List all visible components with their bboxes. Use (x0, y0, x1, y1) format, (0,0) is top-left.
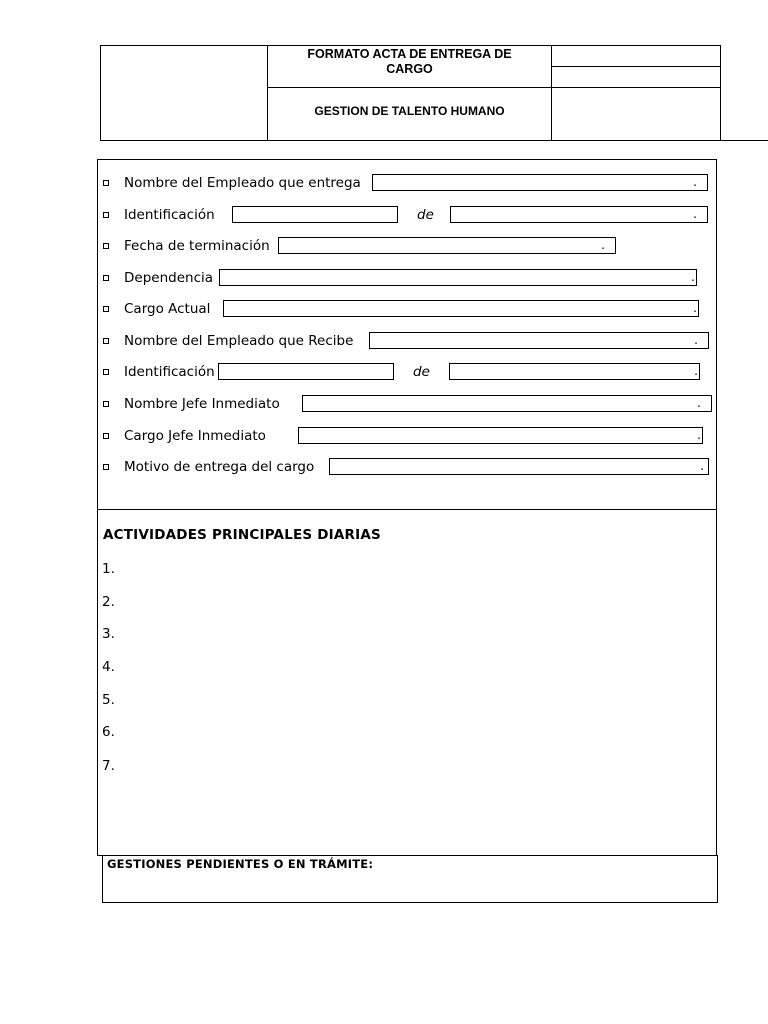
input-jefe-inmediato[interactable]: . (302, 395, 712, 412)
form-subtitle: GESTION DE TALENTO HUMANO (314, 104, 505, 118)
input-motivo[interactable]: . (329, 458, 709, 475)
actividades-title: ACTIVIDADES PRINCIPALES DIARIAS (103, 527, 381, 543)
input-identificacion-2-lugar[interactable]: . (449, 363, 700, 380)
label-empleado-recibe: Nombre del Empleado que Recibe (124, 333, 354, 349)
input-identificacion-1[interactable] (232, 206, 398, 223)
checkbox-bullet-icon (103, 338, 109, 344)
field-row-cargo-jefe (100, 426, 715, 446)
checkbox-bullet-icon (103, 433, 109, 439)
label-identificacion-1: Identificación (124, 207, 215, 223)
input-empleado-recibe[interactable]: . (369, 332, 709, 349)
field-row-empleado-recibe (100, 331, 715, 351)
form-title (268, 47, 551, 77)
checkbox-bullet-icon (103, 401, 109, 407)
field-row-identificacion-1 (100, 205, 715, 225)
input-cargo-actual[interactable]: . (223, 300, 699, 317)
input-empleado-entrega[interactable]: . (372, 174, 708, 191)
actividad-item: 2. (102, 594, 115, 610)
checkbox-bullet-icon (103, 243, 109, 249)
actividad-item: 7. (102, 758, 115, 774)
label-identificacion-2: Identificación (124, 364, 215, 380)
form-title-line-2: CARGO (386, 62, 433, 76)
field-row-fecha-terminacion (100, 236, 715, 256)
input-identificacion-2[interactable] (218, 363, 394, 380)
label-fecha-terminacion: Fecha de terminación (124, 238, 270, 254)
label-cargo-jefe: Cargo Jefe Inmediato (124, 428, 266, 444)
checkbox-bullet-icon (103, 180, 109, 186)
input-fecha-terminacion[interactable]: . (278, 237, 616, 254)
actividad-item: 3. (102, 626, 115, 642)
checkbox-bullet-icon (103, 369, 109, 375)
label-dependencia: Dependencia (124, 270, 214, 286)
form-title-line-1: FORMATO ACTA DE ENTREGA DE (307, 47, 512, 61)
checkbox-bullet-icon (103, 464, 109, 470)
field-row-dependencia (100, 268, 715, 288)
label-cargo-actual: Cargo Actual (124, 301, 211, 317)
label-de-1: de (417, 207, 434, 223)
field-row-motivo (100, 457, 715, 477)
checkbox-bullet-icon (103, 212, 109, 218)
pendientes-title: GESTIONES PENDIENTES O EN TRÁMITE: (107, 857, 374, 871)
input-identificacion-1-lugar[interactable]: . (450, 206, 708, 223)
label-motivo: Motivo de entrega del cargo (124, 459, 315, 475)
actividad-item: 5. (102, 692, 115, 708)
actividad-item: 1. (102, 561, 115, 577)
label-empleado-entrega: Nombre del Empleado que entrega (124, 175, 361, 191)
field-row-empleado-entrega (100, 173, 715, 193)
actividad-item: 4. (102, 659, 115, 675)
label-de-2: de (413, 364, 430, 380)
field-row-cargo-actual (100, 299, 715, 319)
field-row-identificacion-2 (100, 362, 715, 382)
label-jefe-inmediato: Nombre Jefe Inmediato (124, 396, 280, 412)
checkbox-bullet-icon (103, 275, 109, 281)
actividad-item: 6. (102, 724, 115, 740)
checkbox-bullet-icon (103, 306, 109, 312)
input-dependencia[interactable]: . (219, 269, 697, 286)
field-row-jefe-inmediato (100, 394, 715, 414)
input-cargo-jefe[interactable]: . (298, 427, 703, 444)
